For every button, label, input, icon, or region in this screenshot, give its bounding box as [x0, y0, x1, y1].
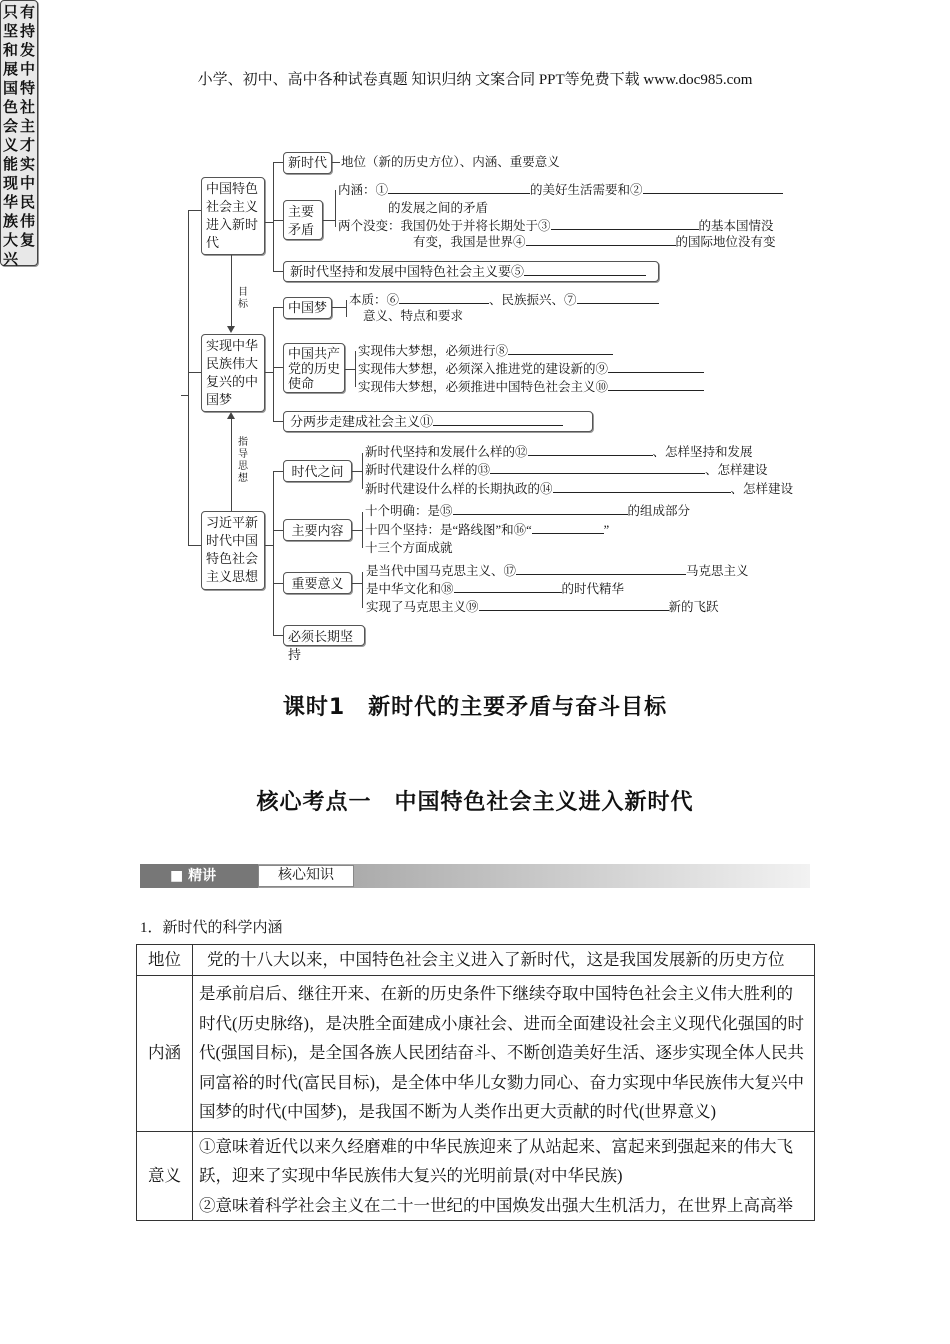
row-value: 党的十八大以来，中国特色社会主义进入了新时代，这是我国发展新的历史方位 [193, 945, 815, 976]
node-xi-thought: 习近平新时代中国特色社会主义思想 [201, 511, 265, 590]
root-char: 主 [19, 117, 35, 135]
section-heading: 1．新时代的科学内涵 [140, 920, 283, 936]
content-1: 十个明确：是⑮ 的组成部分 [365, 504, 691, 518]
root-char [19, 250, 36, 269]
bar-label-a: ■ 精讲 [140, 864, 258, 888]
row-value [193, 1131, 815, 1221]
root-char: 特 [19, 79, 35, 97]
node-two-steps: 分两步走建成社会主义⑪ [283, 411, 593, 432]
root-char: 和 [2, 41, 18, 59]
row-key: 意义 [137, 1131, 193, 1221]
root-char: 民 [19, 193, 35, 211]
root-char: 坚 [2, 22, 18, 40]
node-zymd: 主要矛盾 [283, 200, 323, 240]
root-char: 才 [19, 136, 35, 154]
node-jc: 新时代坚持和发展中国特色社会主义要⑤ [283, 261, 659, 282]
table-row [137, 975, 815, 1131]
root-char: 现 [2, 174, 18, 192]
table-row [137, 1131, 815, 1221]
two-unchanged-cont: 有变，我国是世界④ 的国际地位没有变 [413, 235, 776, 249]
root-char: 义 [2, 136, 18, 154]
lesson-title: 课时1 新时代的主要矛盾与奋斗目标 [282, 695, 668, 720]
root-char: 大 [2, 231, 18, 249]
root-char: 持 [19, 22, 35, 40]
section-bar [140, 864, 810, 888]
root-char: 只 [2, 3, 18, 21]
neihan-line: 内涵：① 的美好生活需要和② [338, 182, 783, 198]
mission-1: 实现伟大梦想，必须进行⑧ [358, 343, 613, 359]
arrow-up-icon [227, 412, 235, 419]
meaning-line: 意义、特点和要求 [363, 309, 464, 323]
node-questions: 时代之问 [283, 460, 352, 482]
root-char: 社 [19, 98, 35, 116]
xsd-text: 地位（新的历史方位）、内涵、重要意义 [341, 155, 560, 169]
neihan-cont: 的发展之间的矛盾 [388, 201, 489, 215]
bar-label-b: 核心知识 [258, 865, 354, 887]
sig-1: 是当代中国马克思主义、⑰ 马克思主义 [366, 564, 749, 578]
node-xsd: 新时代 [283, 152, 332, 174]
question-2: 新时代建设什么样的⑬ 、怎样建设 [365, 463, 768, 477]
guide-label: 指导思想 [238, 437, 248, 484]
table-row [137, 945, 815, 976]
question-1: 新时代坚持和发展什么样的⑫ 、怎样坚持和发展 [365, 445, 753, 459]
root-node [0, 0, 38, 266]
node-new-era: 中国特色社会主义进入新时代 [201, 177, 265, 255]
root-char: 族 [2, 212, 18, 230]
root-char: 中 [19, 60, 35, 78]
root-char: 能 [2, 155, 18, 173]
node-content: 主要内容 [283, 519, 352, 541]
root-char: 中 [19, 174, 35, 192]
node-mission: 中国共产党的历史使命 [283, 343, 345, 393]
two-unchanged-line: 两个没变：我国仍处于并将长期处于③ 的基本国情没 [338, 219, 774, 233]
sig-2: 是中华文化和⑱ 的时代精华 [366, 582, 625, 596]
root-char: 复 [19, 231, 35, 249]
mission-2: 实现伟大梦想，必须深入推进党的建设新的⑨ [358, 361, 704, 377]
root-char: 国 [2, 79, 18, 97]
page-header: 小学、初中、高中各种试卷真题 知识归纳 文案合同 PPT等免费下载 www.doc985.com [197, 72, 753, 88]
question-3: 新时代建设什么样的长期执政的⑭ 、怎样建设 [365, 482, 794, 496]
node-significance: 重要意义 [283, 572, 352, 594]
root-char: 实 [19, 155, 35, 173]
goal-label: 目标 [238, 287, 248, 310]
row-key: 内涵 [137, 975, 193, 1131]
root-char: 会 [2, 117, 18, 135]
row-key: 地位 [137, 945, 193, 976]
mission-3: 实现伟大梦想，必须推进中国特色社会主义⑩ [358, 379, 704, 395]
root-char: 有 [19, 3, 35, 21]
meaning-1: ①意味着近代以来久经磨难的中华民族迎来了从站起来、富起来到强起来的伟大飞跃，迎来了实现中华民族伟大复兴的光明前景(对中华民族) [199, 1136, 793, 1185]
essence-line: 本质：⑥ 、民族振兴、⑦ [349, 292, 659, 308]
content-3: 十三个方面成就 [365, 541, 453, 555]
point-title: 核心考点一 中国特色社会主义进入新时代 [256, 790, 694, 815]
row-value: 是承前启后、继往开来、在新的历史条件下继续夺取中国特色社会主义伟大胜利的时代(历史脉络)，是决胜全面建成小康社会、进而全面建设社会主义现代化强国的时代(强国目标)，是全国各族人民团结奋斗、不断创造美好生活、逐步实现全体人民共同富裕的时代(富民目标)，是全体中华儿女勠力同心、奋力实现中华民族伟大复兴中国梦的时代(中国梦)，是我国不断为人类作出更大贡献的时代(世界意义) [193, 975, 815, 1131]
sig-3: 实现了马克思主义⑲ 新的飞跃 [366, 600, 719, 614]
mind-map [0, 0, 950, 662]
root-char: 兴 [2, 250, 18, 268]
root-char: 发 [19, 41, 35, 59]
content-2: 十四个坚持：是“路线图”和⑯“ ” [365, 523, 610, 537]
node-persist: 必须长期坚持 [283, 625, 365, 646]
root-char: 伟 [19, 212, 35, 230]
node-china-dream: 实现中华民族伟大复兴的中国梦 [201, 334, 265, 412]
node-zgm: 中国梦 [283, 297, 332, 319]
content-table [136, 944, 815, 1221]
arrow-down-icon [227, 326, 235, 333]
root-char: 展 [2, 60, 18, 78]
root-char: 色 [2, 98, 18, 116]
meaning-2: ②意味着科学社会主义在二十一世纪的中国焕发出强大生机活力，在世界上高高举 [199, 1195, 793, 1215]
root-char: 华 [2, 193, 18, 211]
